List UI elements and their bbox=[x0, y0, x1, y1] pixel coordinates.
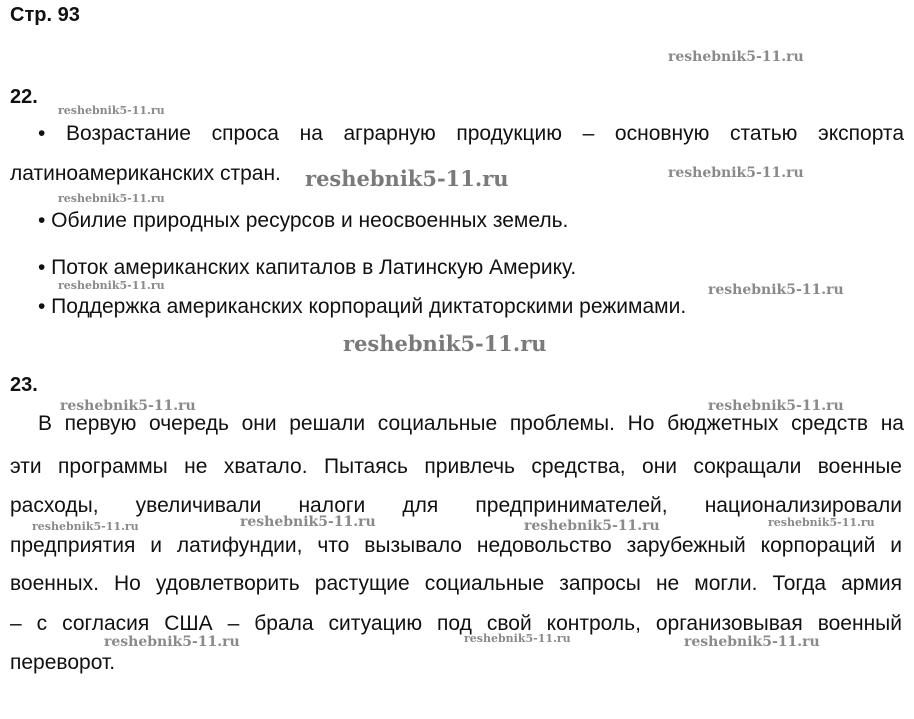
q23-line-1: В первую очередь они решали социальные проблемы. Но бюджетных средств на bbox=[38, 412, 904, 435]
q23-line-5: военных. Но удовлетворить растущие социальные запросы не могли. Тогда армия bbox=[10, 572, 902, 595]
q22-item-1-content: • Возрастание спроса на аграрную продукцию – основную статью экспорта bbox=[38, 122, 904, 145]
q22-item-4: • Поддержка американских корпораций диктаторскими режимами. bbox=[38, 295, 687, 318]
q22-item-3: • Поток американских капиталов в Латинскую Америку. bbox=[38, 256, 577, 279]
watermark: reshebnik5-11.ru bbox=[104, 634, 240, 650]
q23-line-3 bbox=[10, 494, 904, 518]
watermark: reshebnik5-11.ru bbox=[240, 514, 376, 530]
q23-line-7: переворот. bbox=[10, 651, 116, 674]
watermark: reshebnik5-11.ru bbox=[60, 398, 196, 414]
watermark: reshebnik5-11.ru bbox=[708, 398, 844, 414]
watermark: reshebnik5-11.ru bbox=[58, 192, 165, 205]
q22-item-1 bbox=[38, 122, 904, 146]
question-23-number: 23. bbox=[10, 374, 38, 396]
q22-item-2: • Обилие природных ресурсов и неосвоенных земель. bbox=[38, 209, 569, 232]
watermark: reshebnik5-11.ru bbox=[668, 49, 804, 65]
watermark: reshebnik5-11.ru bbox=[464, 632, 571, 645]
watermark: reshebnik5-11.ru bbox=[32, 520, 139, 533]
watermark: reshebnik5-11.ru bbox=[524, 518, 660, 534]
q23-line-4: предприятия и латифундии, что вызывало недовольство зарубежный корпораций и bbox=[10, 534, 902, 557]
q23-line-3-text: расходы, увеличивали налоги для предпринимателей, национализировали bbox=[10, 494, 902, 517]
q23-line-6: – с согласия США – брала ситуацию под свой контроль, организовывая военный bbox=[10, 612, 902, 635]
question-22-number: 22. bbox=[10, 86, 38, 108]
watermark: reshebnik5-11.ru bbox=[343, 331, 547, 356]
watermark: reshebnik5-11.ru bbox=[768, 516, 875, 529]
q22-item-1-text bbox=[38, 122, 904, 146]
watermark: reshebnik5-11.ru bbox=[58, 104, 165, 117]
watermark: reshebnik5-11.ru bbox=[684, 634, 820, 650]
watermark: reshebnik5-11.ru bbox=[58, 279, 165, 292]
page-number: Стр. 93 bbox=[10, 4, 80, 26]
q23-line-2: эти программы не хватало. Пытаясь привлечь средства, они сокращали военные bbox=[10, 455, 902, 478]
watermark: reshebnik5-11.ru bbox=[305, 166, 509, 191]
watermark: reshebnik5-11.ru bbox=[668, 165, 804, 181]
q22-item-1-continuation: латиноамериканских стран. bbox=[10, 162, 281, 185]
watermark: reshebnik5-11.ru bbox=[708, 282, 844, 298]
